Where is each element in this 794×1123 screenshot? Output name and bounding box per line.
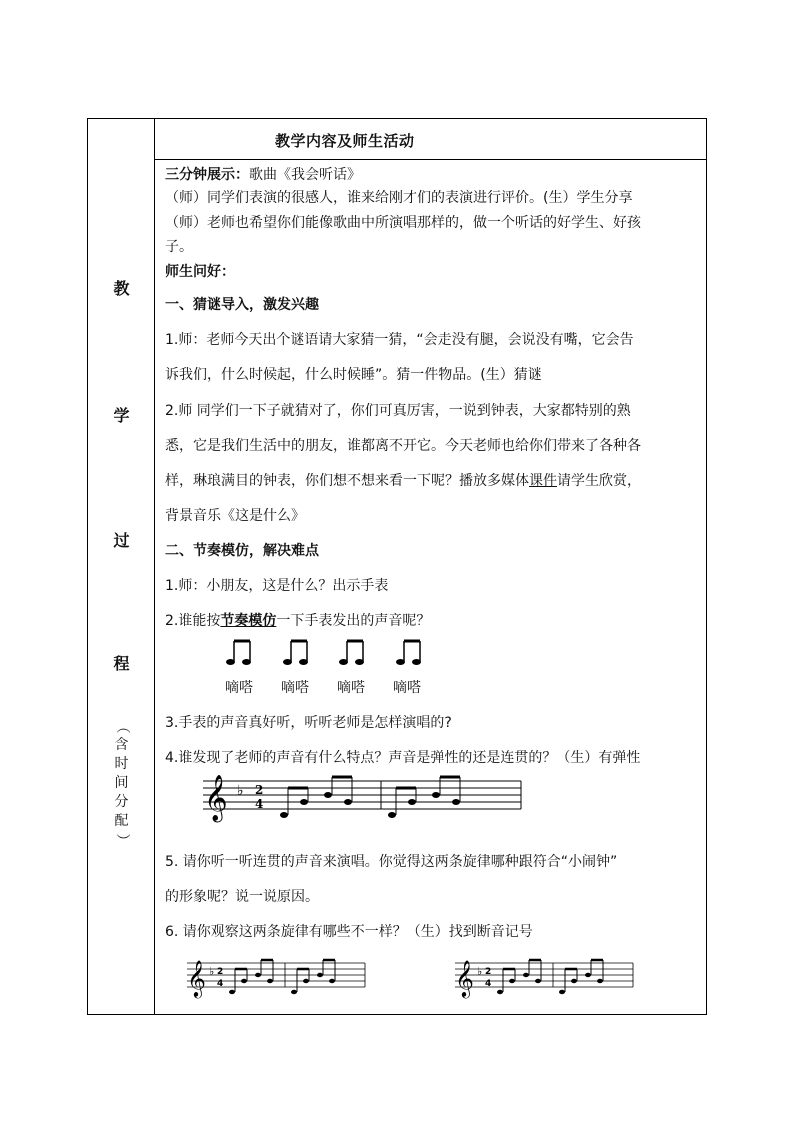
paragraph: （师）老师也希望你们能像歌曲中所演唱那样的，做一个听话的好学生、好孩 — [165, 215, 641, 231]
paragraph: 背景音乐《这是什么》 — [165, 508, 305, 524]
eighth-note-pair — [339, 641, 364, 665]
rhythm-word: 嘀嗒 — [225, 680, 253, 696]
flat-icon: ♭ — [237, 783, 244, 799]
text: 一下手表发出的声音呢？ — [276, 613, 431, 629]
eighth-note-pair — [396, 641, 421, 665]
melody-measure — [388, 777, 460, 818]
paragraph: 1.师：小朋友，这是什么？出示手表 — [165, 578, 389, 594]
eighth-note-pair — [283, 641, 308, 665]
paragraph: 3.手表的声音真好听，听听老师是怎样演唱的? — [165, 715, 452, 731]
showcase-song: 歌曲《我会听话》 — [249, 167, 361, 183]
header-row — [155, 119, 706, 160]
melody-measure — [229, 960, 273, 994]
paragraph: 4.谁发现了老师的声音有什么特点？声音是弹性的还是连贯的？（生）有弹性 — [165, 750, 641, 766]
melody-measure — [497, 960, 541, 994]
paragraph: 2.师 同学们一下子就猜对了，你们可真厉害，一说到钟表，大家都特别的熟 — [165, 403, 631, 419]
note-char: 配 — [114, 813, 129, 829]
note-char: ） — [114, 833, 130, 848]
music-staff — [203, 771, 533, 829]
text: 请学生欣赏， — [557, 473, 641, 489]
melody-measure — [559, 960, 603, 994]
rhythm-word: 嘀嗒 — [393, 680, 421, 696]
note-char: 时 — [114, 756, 129, 772]
showcase-label: 三分钟展示： — [165, 167, 249, 183]
rhythm-imitation-term: 节奏模仿 — [220, 613, 277, 629]
time-sig-top: 2 — [255, 783, 264, 797]
section-heading: 一、猜谜导入，激发兴趣 — [165, 297, 319, 313]
flat-icon: ♭ — [209, 965, 215, 978]
vertical-char: 过 — [113, 531, 130, 550]
text: 2.谁能按 — [165, 613, 221, 629]
note-char: （ — [114, 719, 130, 734]
paragraph: （师）同学们表演的很感人，谁来给刚才们的表演进行评价。(生）学生分享 — [165, 190, 633, 206]
time-sig-top: 2 — [217, 967, 224, 977]
treble-clef-icon: 𝄞 — [187, 959, 206, 997]
melody-measure — [280, 777, 352, 818]
rhythm-notes — [225, 637, 485, 669]
melody-staff-small — [455, 955, 635, 1005]
treble-clef-icon: 𝄞 — [204, 775, 228, 821]
eighth-note-pair — [226, 641, 251, 665]
vertical-char: 程 — [113, 654, 130, 673]
lesson-table — [87, 118, 707, 1015]
page-title: 教学内容及师生活动 — [275, 132, 415, 150]
section-heading: 二、节奏模仿，解决难点 — [165, 543, 319, 559]
left-column — [88, 119, 155, 1014]
greeting-heading: 师生问好： — [165, 264, 235, 280]
note-char: 间 — [114, 775, 129, 791]
time-sig-top: 2 — [485, 967, 492, 977]
time-sig-bottom: 4 — [217, 979, 224, 989]
rhythm-word: 嘀嗒 — [337, 680, 365, 696]
showcase-line — [165, 164, 361, 184]
time-allocation-note — [88, 717, 155, 850]
note-char: 含 — [114, 737, 129, 753]
paragraph: 5. 请你听一听连贯的声音来演唱。你觉得这两条旋律哪种跟符合“小闹钟” — [165, 854, 618, 870]
melody-staff-small — [187, 955, 367, 1005]
courseware-link[interactable]: 课件 — [529, 473, 557, 489]
vertical-char: 教 — [113, 279, 130, 298]
time-sig-bottom: 4 — [255, 797, 264, 811]
paragraph: 子。 — [165, 239, 193, 255]
treble-clef-icon: 𝄞 — [455, 959, 474, 997]
text: 样，琳琅满目的钟表，你们想不想来看一下呢？播放多媒体 — [165, 473, 529, 489]
melody-measure — [291, 960, 335, 994]
paragraph — [165, 470, 641, 490]
note-char: 分 — [114, 794, 129, 810]
paragraph: 6. 请你观察这两条旋律有哪些不一样？（生）找到断音记号 — [165, 924, 533, 940]
time-sig-bottom: 4 — [485, 979, 492, 989]
rhythm-word: 嘀嗒 — [281, 680, 309, 696]
vertical-char: 学 — [113, 406, 130, 425]
paragraph: 诉我们，什么时候起，什么时候睡”。猜一件物品。(生）猜谜 — [165, 367, 542, 383]
flat-icon: ♭ — [477, 965, 483, 978]
paragraph: 悉，它是我们生活中的朋友，谁都离不开它。今天老师也给你们带来了各种各 — [165, 438, 641, 454]
paragraph: 的形象呢？说一说原因。 — [165, 889, 319, 905]
paragraph: 1.师：老师今天出个谜语请大家猜一猜，“会走没有腿，会说没有嘴，它会告 — [165, 332, 634, 348]
paragraph — [165, 610, 430, 630]
